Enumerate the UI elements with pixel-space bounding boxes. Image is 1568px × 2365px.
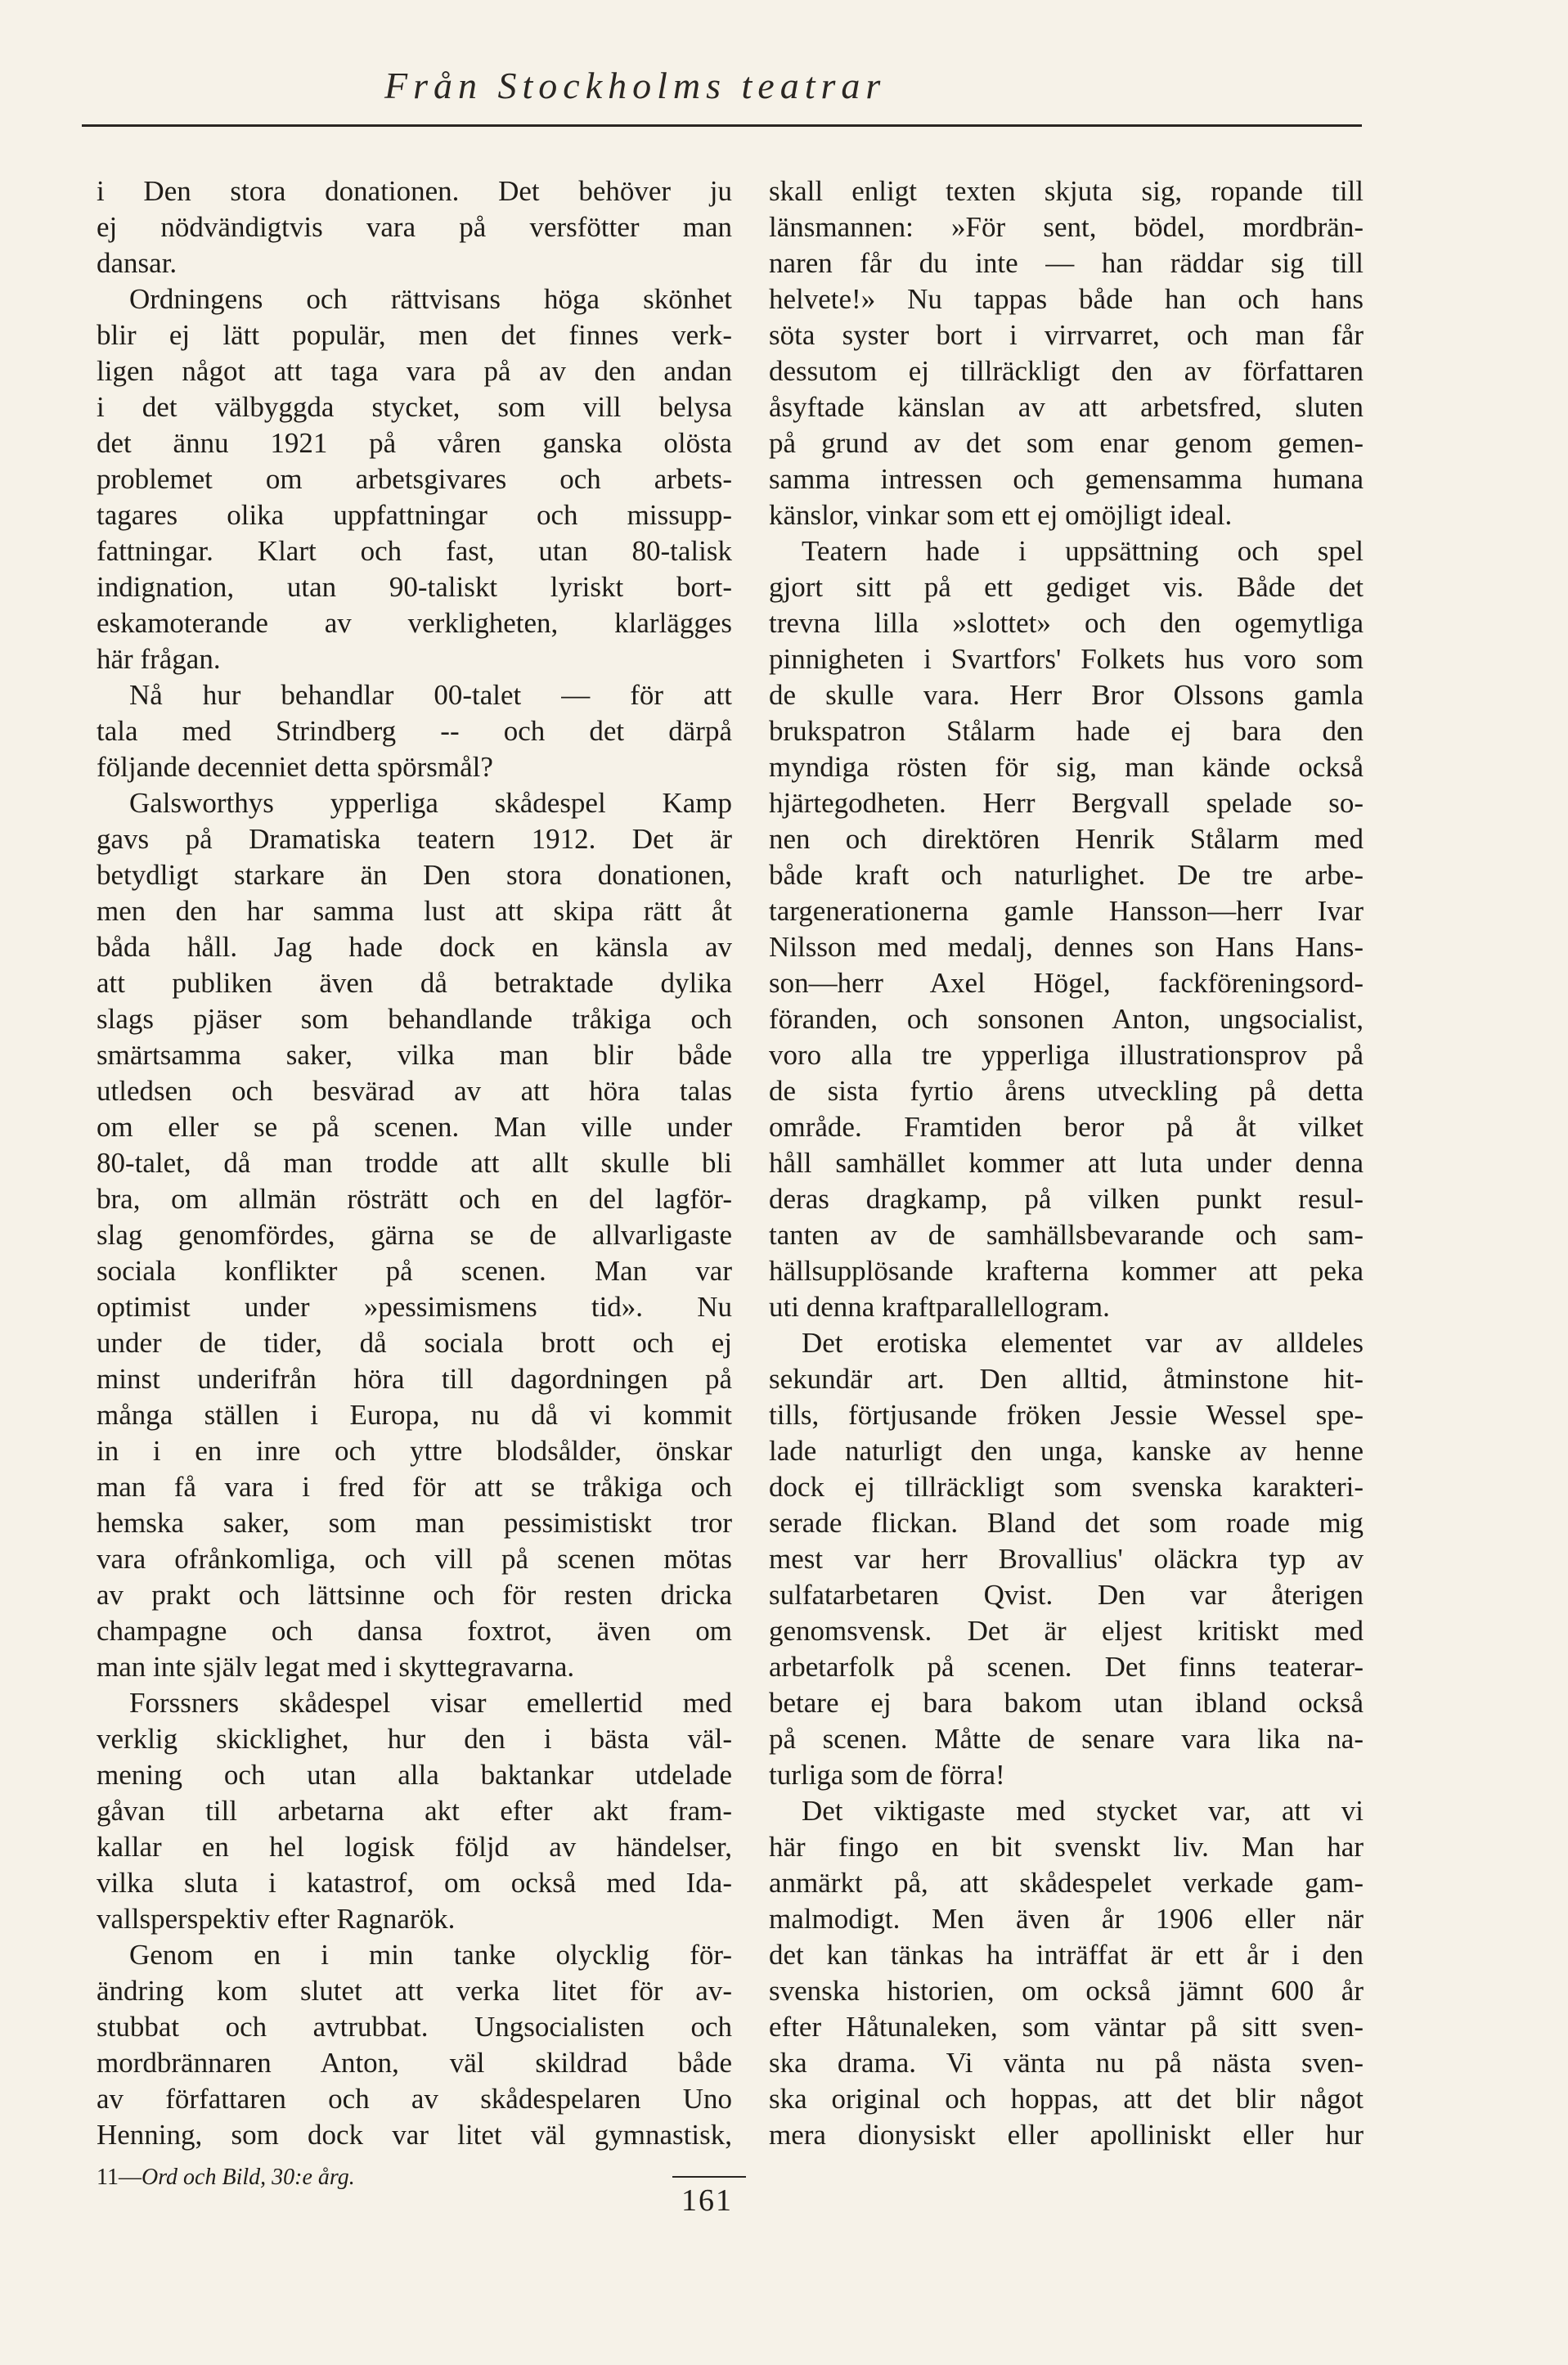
text-line: efter Håtunaleken, som väntar på sitt sven- — [769, 2011, 1364, 2043]
text-line: Nilsson med medalj, dennes son Hans Hans- — [769, 931, 1364, 963]
text-line: Nå hur behandlar 00-talet — för att — [129, 679, 732, 711]
text-line: trevna lilla »slottet» och den ogemytliga — [769, 607, 1364, 639]
text-line: nen och direktören Henrik Stålarm med — [769, 823, 1364, 855]
text-line: gavs på Dramatiska teatern 1912. Det är — [97, 823, 732, 855]
text-line: länsmannen: »För sent, bödel, mordbrän- — [769, 211, 1364, 243]
text-line: åsyftade känslan av att arbetsfred, sluten — [769, 391, 1364, 423]
text-line: myndiga rösten för sig, man kände också — [769, 751, 1364, 783]
text-line: naren får du inte — han räddar sig till — [769, 247, 1364, 279]
text-line: Forssners skådespel visar emellertid med — [129, 1687, 732, 1719]
signature-mark — [97, 2165, 355, 2191]
text-line: mordbrännaren Anton, väl skildrad både — [97, 2047, 732, 2079]
text-line: i Den stora donationen. Det behöver ju — [97, 175, 732, 207]
text-line: anmärkt på, att skådespelet verkade gam- — [769, 1867, 1364, 1899]
text-line: kallar en hel logisk följd av händelser, — [97, 1831, 732, 1863]
text-line: fattningar. Klart och fast, utan 80-talisk — [97, 535, 732, 567]
text-line: på grund av det som enar genom gemen- — [769, 427, 1364, 459]
text-line: Det viktigaste med stycket var, att vi — [802, 1795, 1364, 1827]
text-line: betare ej bara bakom utan ibland också — [769, 1687, 1364, 1719]
text-line: Henning, som dock var litet väl gymnastisk, — [97, 2119, 732, 2151]
text-line: ska drama. Vi vänta nu på nästa sven- — [769, 2047, 1364, 2079]
text-line: både kraft och naturlighet. De tre arbe- — [769, 859, 1364, 891]
text-line: slags pjäser som behandlande tråkiga och — [97, 1003, 732, 1035]
text-line: Ordningens och rättvisans höga skönhet — [129, 283, 732, 315]
text-line: 80-talet, då man trodde att allt skulle bli — [97, 1147, 732, 1179]
text-line: deras dragkamp, på vilken punkt resul- — [769, 1183, 1364, 1215]
text-line: om eller se på scenen. Man ville under — [97, 1111, 732, 1143]
text-line: tanten av de samhällsbevarande och sam- — [769, 1219, 1364, 1251]
text-line: son—herr Axel Högel, fackföreningsord- — [769, 967, 1364, 999]
text-line: utledsen och besvärad av att höra talas — [97, 1075, 732, 1107]
text-line: uti denna kraftparallellogram. — [769, 1291, 1110, 1323]
text-line: ligen något att taga vara på av den andan — [97, 355, 732, 387]
text-line: här frågan. — [97, 643, 221, 675]
text-line: smärtsamma saker, vilka man blir både — [97, 1039, 732, 1071]
text-line: gjort sitt på ett gediget vis. Både det — [769, 571, 1364, 603]
text-line: ska original och hoppas, att det blir något — [769, 2083, 1364, 2115]
text-line: Teatern hade i uppsättning och spel — [802, 535, 1364, 567]
right-column — [769, 173, 1364, 2153]
text-line: att publiken även då betraktade dylika — [97, 967, 732, 999]
text-line: samma intressen och gemensamma humana — [769, 463, 1364, 495]
text-line: tala med Strindberg -- och det därpå — [97, 715, 732, 747]
text-line: bra, om allmän rösträtt och en del lagför- — [97, 1183, 732, 1215]
text-line: verklig skicklighet, hur den i bästa väl- — [97, 1723, 732, 1755]
text-line: betydligt starkare än Den stora donationen, — [97, 859, 732, 891]
text-line: helvete!» Nu tappas både han och hans — [769, 283, 1364, 315]
text-line: stubbat och avtrubbat. Ungsocialisten och — [97, 2011, 732, 2043]
text-line: vara ofrånkomliga, och vill på scenen mötas — [97, 1543, 732, 1575]
text-line: ej nödvändigtvis vara på versfötter man — [97, 211, 732, 243]
text-line: optimist under »pessimismens tid». Nu — [97, 1291, 732, 1323]
text-line: båda håll. Jag hade dock en känsla av — [97, 931, 732, 963]
text-line: genomsvensk. Det är eljest kritiskt med — [769, 1615, 1364, 1647]
text-line: skall enligt texten skjuta sig, ropande till — [769, 175, 1364, 207]
text-line: föranden, och sonsonen Anton, ungsocialist, — [769, 1003, 1364, 1035]
text-line: Galsworthys ypperliga skådespel Kamp — [129, 787, 732, 819]
text-line: sulfatarbetaren Qvist. Den var återigen — [769, 1579, 1364, 1611]
text-line: hemska saker, som man pessimistiskt tror — [97, 1507, 732, 1539]
text-line: sociala konflikter på scenen. Man var — [97, 1255, 732, 1287]
text-line: många ställen i Europa, nu då vi kommit — [97, 1399, 732, 1431]
page-number-rule — [672, 2176, 746, 2178]
text-line: mera dionysiskt eller apolliniskt eller hur — [769, 2119, 1364, 2151]
text-line: dock ej tillräckligt som svenska karakteri- — [769, 1471, 1364, 1503]
text-line: serade flickan. Bland det som roade mig — [769, 1507, 1364, 1539]
text-line: gåvan till arbetarna akt efter akt fram- — [97, 1795, 732, 1827]
text-line: eskamoterande av verkligheten, klarlägges — [97, 607, 732, 639]
text-line: vallsperspektiv efter Ragnarök. — [97, 1903, 456, 1935]
text-line: champagne och dansa foxtrot, även om — [97, 1615, 732, 1647]
text-line: arbetarfolk på scenen. Det finns teaterar- — [769, 1651, 1364, 1683]
text-line: problemet om arbetsgivares och arbets- — [97, 463, 732, 495]
text-line: dansar. — [97, 247, 177, 279]
text-line: minst underifrån höra till dagordningen på — [97, 1363, 732, 1395]
text-line: svenska historien, om också jämnt 600 år — [769, 1975, 1364, 2007]
text-line: slag genomfördes, gärna se de allvarligaste — [97, 1219, 732, 1251]
text-line: av författaren och av skådespelaren Uno — [97, 2083, 732, 2115]
signature-number: 11— — [97, 2165, 142, 2190]
text-line: targenerationerna gamle Hansson—herr Ivar — [769, 895, 1364, 927]
text-line: följande decenniet detta spörsmål? — [97, 751, 493, 783]
text-line: man få vara i fred för att se tråkiga och — [97, 1471, 732, 1503]
text-line: pinnigheten i Svartfors' Folkets hus voro som — [769, 643, 1364, 675]
text-line: känslor, vinkar som ett ej omöjligt ideal. — [769, 499, 1233, 531]
text-line: turliga som de förra! — [769, 1759, 1005, 1791]
text-line: man inte själv legat med i skyttegravarna. — [97, 1651, 575, 1683]
text-line: de skulle vara. Herr Bror Olssons gamla — [769, 679, 1364, 711]
text-line: hällsupplösande krafterna kommer att peka — [769, 1255, 1364, 1287]
running-title: Från Stockholms teatrar — [384, 65, 887, 106]
text-line: söta syster bort i virrvarret, och man får — [769, 319, 1364, 351]
text-line: av prakt och lättsinne och för resten dricka — [97, 1579, 732, 1611]
text-line: område. Framtiden beror på åt vilket — [769, 1111, 1364, 1143]
text-line: tagares olika uppfattningar och missupp- — [97, 499, 732, 531]
text-line: lade naturligt den unga, kanske av henne — [769, 1435, 1364, 1467]
page-number: 161 — [681, 2183, 733, 2218]
text-line: vilka sluta i katastrof, om också med Ida- — [97, 1867, 732, 1899]
text-line: ändring kom slutet att verka litet för av- — [97, 1975, 732, 2007]
header-rule — [82, 124, 1362, 127]
text-line: i det välbyggda stycket, som vill belysa — [97, 391, 732, 423]
signature-title: Ord och Bild, 30:e årg. — [141, 2165, 355, 2190]
text-line: voro alla tre ypperliga illustrationsprov på — [769, 1039, 1364, 1071]
text-line: Genom en i min tanke olycklig för- — [129, 1939, 732, 1971]
text-line: sekundär art. Den alltid, åtminstone hit- — [769, 1363, 1364, 1395]
text-line: tills, förtjusande fröken Jessie Wessel spe- — [769, 1399, 1364, 1431]
text-line: mest var herr Brovallius' oläckra typ av — [769, 1543, 1364, 1575]
text-line: men den har samma lust att skipa rätt åt — [97, 895, 732, 927]
text-line: Det erotiska elementet var av alldeles — [802, 1327, 1364, 1359]
text-line: här fingo en bit svenskt liv. Man har — [769, 1831, 1364, 1863]
text-line: under de tider, då sociala brott och ej — [97, 1327, 732, 1359]
text-line: malmodigt. Men även år 1906 eller när — [769, 1903, 1364, 1935]
left-column — [97, 173, 732, 2153]
text-line: indignation, utan 90-taliskt lyriskt bort- — [97, 571, 732, 603]
text-line: på scenen. Måtte de senare vara lika na- — [769, 1723, 1364, 1755]
text-line: brukspatron Stålarm hade ej bara den — [769, 715, 1364, 747]
text-line: in i en inre och yttre blodsålder, önskar — [97, 1435, 732, 1467]
text-line: det ännu 1921 på våren ganska olösta — [97, 427, 732, 459]
text-line: håll samhället kommer att luta under denna — [769, 1147, 1364, 1179]
text-line: hjärtegodheten. Herr Bergvall spelade so- — [769, 787, 1364, 819]
text-line: det kan tänkas ha inträffat är ett år i den — [769, 1939, 1364, 1971]
text-line: mening och utan alla baktankar utdelade — [97, 1759, 732, 1791]
text-line: dessutom ej tillräckligt den av författaren — [769, 355, 1364, 387]
text-line: blir ej lätt populär, men det finnes verk- — [97, 319, 732, 351]
text-line: de sista fyrtio årens utveckling på detta — [769, 1075, 1364, 1107]
